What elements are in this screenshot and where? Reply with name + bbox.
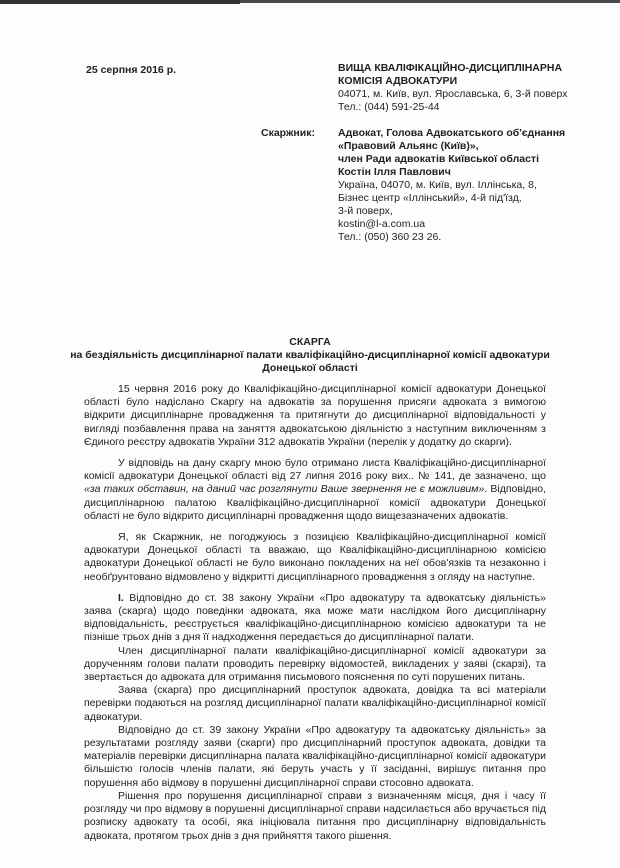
title-line2: на бездіяльність дисциплінарної палати кваліфікаційно-дисциплінарної комісії адвокатури xyxy=(70,349,550,362)
recipient-phone: Тел.: (044) 591-25-44 xyxy=(338,101,440,113)
scan-edge-bar-dark xyxy=(0,0,240,4)
paragraph-5: Член дисциплінарної палати кваліфікаційно-дисциплінарної комісії адвокатури за дорученням голови палати проводить перевірку відомостей, викладених у заяві (скарзі), та звертається до адвоката для отримання письмового пояснення по суті порушених питань. xyxy=(84,644,546,684)
title-line1: СКАРГА xyxy=(289,336,331,348)
complainant-address-line1: Україна, 04070, м. Київ, вул. Іллінська, 8, xyxy=(338,179,537,191)
paragraph-2 xyxy=(84,457,546,523)
document-title xyxy=(0,336,620,376)
paragraph-2-quote: «за таких обставин, на даний час розглянути Ваше звернення не є можливим» xyxy=(84,483,485,496)
paragraph-3: Я, як Скаржник, не погоджуюсь з позицією Кваліфікаційно-дисциплінарної комісії адвокатури Донецької області та вважаю, що Кваліфікаційно-дисциплінарною комісією адвокатури Донецької області не було виконано покладених на неї обов'язків та незаконно і необґрунтовано відмовлено у відкритті дисциплінарного провадження з огляду на наступне. xyxy=(84,531,546,583)
complainant-address-line2: Бізнес центр «Іллінський», 4-й під'їзд, xyxy=(338,192,522,204)
recipient-block xyxy=(338,62,567,114)
recipient-name-line1: ВИЩА КВАЛІФІКАЦІЙНО-ДИСЦИПЛІНАРНА xyxy=(338,62,563,74)
recipient-address: 04071, м. Київ, вул. Ярославська, 6, 3-й поверх xyxy=(338,88,568,100)
paragraph-4 xyxy=(84,592,546,645)
complainant-phone: Тел.: (050) 360 23 26. xyxy=(338,231,442,243)
paragraph-6: Заява (скарга) про дисциплінарний проступок адвоката, довідка та всі матеріали перевірки подаються на розгляд дисциплінарної палати кваліфікаційно-дисциплінарної комісії адвокатури. xyxy=(84,684,546,723)
complainant-membership-line: член Ради адвокатів Київської області xyxy=(338,153,539,165)
document-date: 25 серпня 2016 р. xyxy=(86,64,177,76)
complainant-name-line: Костін Ілля Павлович xyxy=(338,166,451,178)
title-line3: Донецької області xyxy=(262,362,358,375)
paragraph-7: Відповідно до ст. 39 закону України «Про адвокатуру та адвокатську діяльність» за результатами розгляду заяви (скарги) про дисциплінарний проступок адвоката, довідки та матеріалів перевірки дисциплінарна палата кваліфікаційно-дисциплінарної комісії адвокатури більшістю голосів членів палати, які беруть участь у її засіданні, вирішує питання про порушення або відмову в порушенні дисциплінарної справи стосовно адвоката. xyxy=(84,723,546,789)
paragraph-4-text: Відповідно до ст. 38 закону України «Про адвокатуру та адвокатську діяльність» заява (скарга) щодо поведінки адвоката, яка може мати наслідком його дисциплінарну відповідальність, реєструється кваліфікаційно-дисциплінарною комісією адвокатури та не пізніше трьох днів з дня її надходження передається до дисциплінарної палати. xyxy=(84,591,546,644)
document-body xyxy=(84,383,546,843)
paragraph-8: Рішення про порушення дисциплінарної справи з визначенням місця, дня і часу її розгляду чи про відмову в порушенні дисциплінарної справи надсилається або вручається під розписку адвокату та особі, яка ініціювала питання про дисциплінарну відповідальність адвоката, протягом трьох днів з дня прийняття такого рішення. xyxy=(84,789,546,842)
recipient-name-line2: КОМІСІЯ АДВОКАТУРИ xyxy=(338,75,458,87)
complainant-label: Скаржник: xyxy=(261,127,315,139)
complainant-address-line3: 3-й поверх, xyxy=(338,205,393,217)
paragraph-2-pre: У відповідь на дану скаргу мною було отримано листа Кваліфікаційно-дисциплінарної комісії адвокатури Донецької області від 27 липня 2016 року вих.. № 141, де зазначено, що xyxy=(84,457,546,483)
paragraph-1: 15 червня 2016 року до Кваліфікаційно-дисциплінарної комісії адвокатури Донецької області було надіслано Скаргу на адвокатів за порушення присяги адвоката з вимогою відкрити дисциплінарне провадження та притягнути до дисциплінарної відповідальності у вигляді позбавлення права на заняття адвокатською діяльністю з наступним виключенням з Єдиного реєстру адвокатів України 312 адвокатів України (перелік у додатку до скарги). xyxy=(84,383,546,448)
paragraph-2-post: . Відповідно, дисциплінарною палатою Кваліфікаційно-дисциплінарної комісії адвокатури Донецької області не було відкрито дисциплінарні провадження щодо вищезазначених адвокатів. xyxy=(84,483,546,522)
complainant-org-line: «Правовий Альянс (Київ)», xyxy=(338,140,479,152)
complainant-email: kostin@l-a.com.ua xyxy=(338,218,426,230)
complainant-role-line: Адвокат, Голова Адвокатського об'єднання xyxy=(338,127,566,139)
complainant-block xyxy=(338,127,565,244)
paragraph-4-number: І. xyxy=(118,591,124,604)
